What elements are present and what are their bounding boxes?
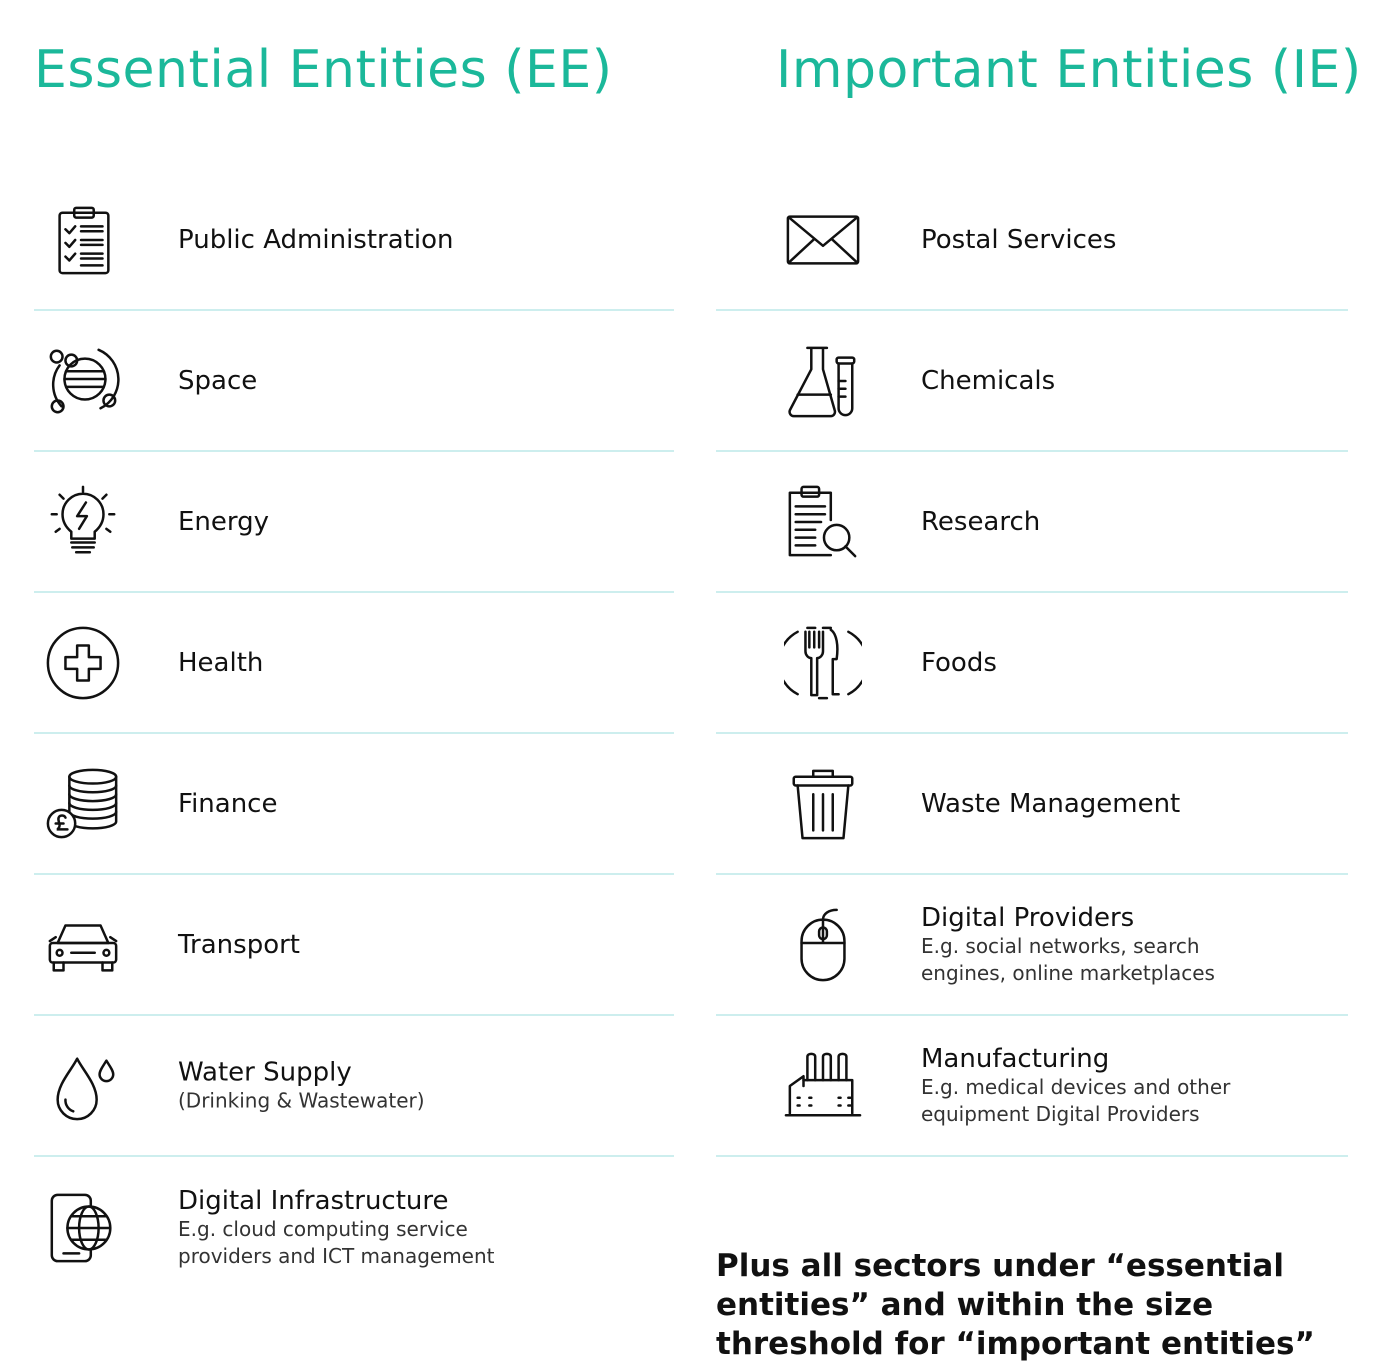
sector-description: E.g. cloud computing service xyxy=(178,1216,468,1241)
trash-bin-icon xyxy=(784,765,862,843)
important-entities-list xyxy=(716,170,1348,1157)
sector-label: Postal Services xyxy=(921,224,1117,255)
list-item xyxy=(716,452,1348,593)
list-item xyxy=(34,452,674,593)
list-item xyxy=(716,593,1348,734)
planet-orbit-icon xyxy=(44,342,122,420)
essential-entities-list xyxy=(34,170,674,1298)
list-item xyxy=(34,1016,674,1157)
list-item xyxy=(716,1016,1348,1157)
sector-label: Health xyxy=(178,647,264,678)
sector-label: Space xyxy=(178,365,258,396)
fork-knife-icon xyxy=(784,624,862,702)
clipboard-magnifier-icon xyxy=(784,483,862,561)
envelope-icon xyxy=(784,201,862,279)
sector-label: Digital Providers xyxy=(921,902,1135,933)
list-item xyxy=(34,734,674,875)
water-drops-icon xyxy=(44,1047,122,1125)
sector-label: Water Supply xyxy=(178,1057,352,1087)
list-item xyxy=(716,875,1348,1016)
sector-description: equipment Digital Providers xyxy=(921,1101,1200,1126)
list-item xyxy=(716,170,1348,311)
sector-description: E.g. social networks, search xyxy=(921,933,1200,958)
lightbulb-bolt-icon xyxy=(44,483,122,561)
flask-test-tube-icon xyxy=(784,342,862,420)
footnote: Plus all sectors under “essential entities” and within the size threshold for “important entities” xyxy=(716,1248,1315,1362)
sector-label: Energy xyxy=(178,506,270,537)
essential-entities-heading: Essential Entities (EE) xyxy=(34,40,613,100)
list-item xyxy=(716,734,1348,875)
list-item xyxy=(34,1157,674,1298)
car-icon xyxy=(44,906,122,984)
sector-label: Waste Management xyxy=(921,788,1181,819)
important-entities-heading: Important Entities (IE) xyxy=(776,40,1362,100)
phone-globe-icon xyxy=(44,1189,122,1267)
sector-label: Foods xyxy=(921,647,997,678)
sector-description: E.g. medical devices and other xyxy=(921,1074,1231,1099)
sector-label: Finance xyxy=(178,788,278,819)
sector-label: Manufacturing xyxy=(921,1043,1110,1074)
sector-description: engines, online marketplaces xyxy=(921,960,1215,985)
clipboard-checklist-icon xyxy=(44,201,122,279)
list-item xyxy=(34,170,674,311)
sector-label: Transport xyxy=(178,929,301,960)
factory-icon xyxy=(784,1047,862,1125)
coins-pound-icon xyxy=(44,765,122,843)
medical-cross-icon xyxy=(44,624,122,702)
sector-description: providers and ICT management xyxy=(178,1243,495,1268)
list-item xyxy=(716,311,1348,452)
sector-label: Public Administration xyxy=(178,224,454,255)
list-item xyxy=(34,593,674,734)
sector-label: Research xyxy=(921,506,1041,537)
computer-mouse-icon xyxy=(784,906,862,984)
sector-description: (Drinking & Wastewater) xyxy=(178,1088,425,1112)
list-item xyxy=(34,311,674,452)
sector-label: Digital Infrastructure xyxy=(178,1185,449,1216)
list-item xyxy=(34,875,674,1016)
sector-label: Chemicals xyxy=(921,365,1056,396)
